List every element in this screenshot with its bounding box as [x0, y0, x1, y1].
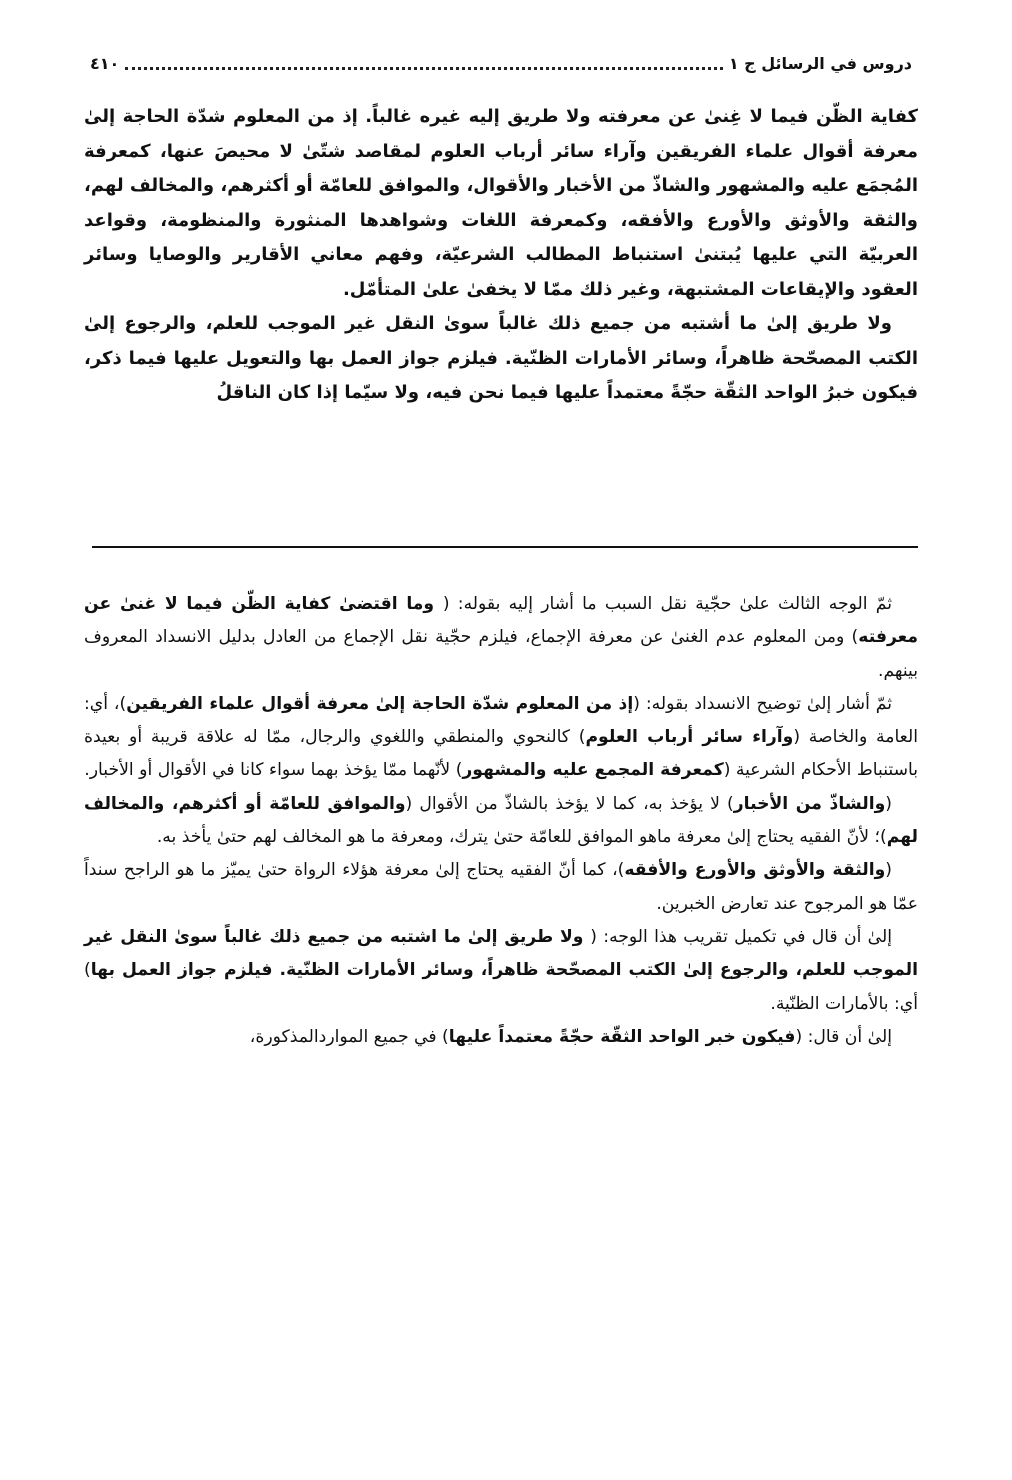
section-divider: [92, 546, 918, 548]
commentary-text-run: إلىٰ أن قال في تكميل تقريب هذا الوجه: (: [590, 926, 892, 947]
commentary-text-run: )؛ لأنّ الفقيه يحتاج إلىٰ معرفة ماهو الموافق للعامّة حتىٰ يترك، ومعرفة ما هو المخالف لهم حتىٰ يأخذ به.: [156, 827, 887, 848]
quoted-text: إذ من المعلوم شدّة الحاجة إلىٰ معرفة أقوال علماء الفريقين: [126, 693, 634, 714]
commentary-text-run: )، أي: العامة والخاصة (: [84, 693, 918, 748]
quoted-text: والثقة والأوثق والأورع والأفقه: [624, 860, 886, 881]
quoted-text: وما اقتضىٰ كفاية الظّن فيما لا غنىٰ عن معرفته: [84, 594, 918, 648]
commentary-paragraph: [84, 1021, 918, 1054]
commentary-paragraph: [84, 688, 918, 788]
quoted-text: فيكون خبر الواحد الثقّة حجّةً معتمداً عليها: [448, 1026, 796, 1047]
commentary-text-run: ثمّ الوجه الثالث علىٰ حجّية نقل السبب ما أشار إليه بقوله: (: [442, 594, 892, 614]
book-title: دروس في الرسائل ج ١: [728, 53, 912, 73]
main-text: [84, 100, 918, 411]
commentary-text-run: (: [885, 793, 893, 814]
commentary-text-run: إلىٰ أن قال: (: [795, 1026, 892, 1047]
quoted-text: والشاذّ من الأخبار: [733, 793, 886, 814]
commentary-text-run: ) لا يؤخذ به، كما لا يؤخذ بالشاذّ من الأقوال (: [405, 793, 734, 814]
commentary-text-run: ) كالنحوي والمنطقي واللغوي والرجال، ممّا له علاقة قريبة أو بعيدة باستنباط الأحكام الشرعية (: [84, 727, 918, 781]
commentary-paragraph: [84, 788, 918, 855]
commentary-paragraph: [84, 921, 918, 1021]
commentary-text-run: ) لأنّهما ممّا يؤخذ بهما سواء كانا في الأقوال أو الأخبار.: [84, 760, 463, 781]
quoted-text: والموافق للعامّة أو أكثرهم، والمخالف لهم: [84, 793, 918, 848]
commentary-text-run: (: [885, 860, 892, 881]
commentary-paragraph: [84, 588, 918, 688]
main-paragraph: ولا طريق إلىٰ ما أشتبه من جميع ذلك غالباً سوىٰ النقل غير الموجب للعلم، والرجوع إلىٰ الكتب المصحّحة ظاهراً، وسائر الأمارات الظنّية. فيلزم جواز العمل بها والتعويل عليها فيما ذكر، فيكون خبرُ الواحد الثقّة حجّةً معتمداً عليها فيما نحن فيه، ولا سيّما إذا كان الناقلُ: [84, 313, 918, 403]
commentary-paragraph: [84, 854, 918, 921]
quoted-text: كمعرفة المجمع عليه والمشهور: [462, 760, 724, 781]
commentary-text-run: ) في جميع المواردالمذكورة،: [249, 1026, 449, 1047]
page-header: [84, 50, 918, 76]
commentary-text-run: ) ومن المعلوم عدم الغنىٰ عن معرفة الإجماع، فيلزم حجّية نقل الإجماع من العادل بدليل الانسداد المعروف بينهم.: [84, 627, 918, 681]
commentary-text-run: )، كما أنّ الفقيه يحتاج إلىٰ معرفة هؤلاء الرواة حتىٰ يميّز ما هو الراجح سنداً عمّا هو المرجوح عند تعارض الخبرين.: [84, 860, 918, 914]
quoted-text: ولا طريق إلىٰ ما اشتبه من جميع ذلك غالباً سوىٰ النقل غير الموجب للعلم، والرجوع إلىٰ الكتب المصحّحة ظاهراً، وسائر الأمارات الظنّية. فيلزم جواز العمل بها: [84, 926, 918, 981]
main-paragraph: كفاية الظّن فيما لا غِنىٰ عن معرفته ولا طريق إليه غيره غالباً. إذ من المعلوم شدّة الحاجة إلىٰ معرفة أقوال علماء الفريقين وآراء سائر أرباب العلوم لمقاصد شتّىٰ لا محيصَ عنها، كمعرفة المُجمَع عليه والمشهور والشاذّ من الأخبار والأقوال، والموافق للعامّة أو أكثرهم، والمخالف لهم، والثقة والأوثق والأورع والأفقه، وكمعرفة اللغات وشواهدها المنثورة والمنظومة، وقواعد العربيّة التي عليها يُبتنىٰ استنباط المطالب الشرعيّة، وفهم معاني الأقارير والوصايا وسائر العقود والإيقاعات المشتبهة، وغير ذلك ممّا لا يخفىٰ علىٰ المتأمّل.: [84, 106, 918, 300]
commentary-text-run: ) أي: بالأمارات الظنّية.: [84, 960, 918, 1014]
commentary-text: [84, 588, 918, 1054]
quoted-text: وآراء سائر أرباب العلوم: [585, 727, 794, 748]
commentary-text-run: ثمّ أشار إلىٰ توضيح الانسداد بقوله: (: [633, 693, 892, 714]
page-number: ٤١٠: [90, 53, 120, 73]
header-dotted-leader: [125, 57, 723, 70]
